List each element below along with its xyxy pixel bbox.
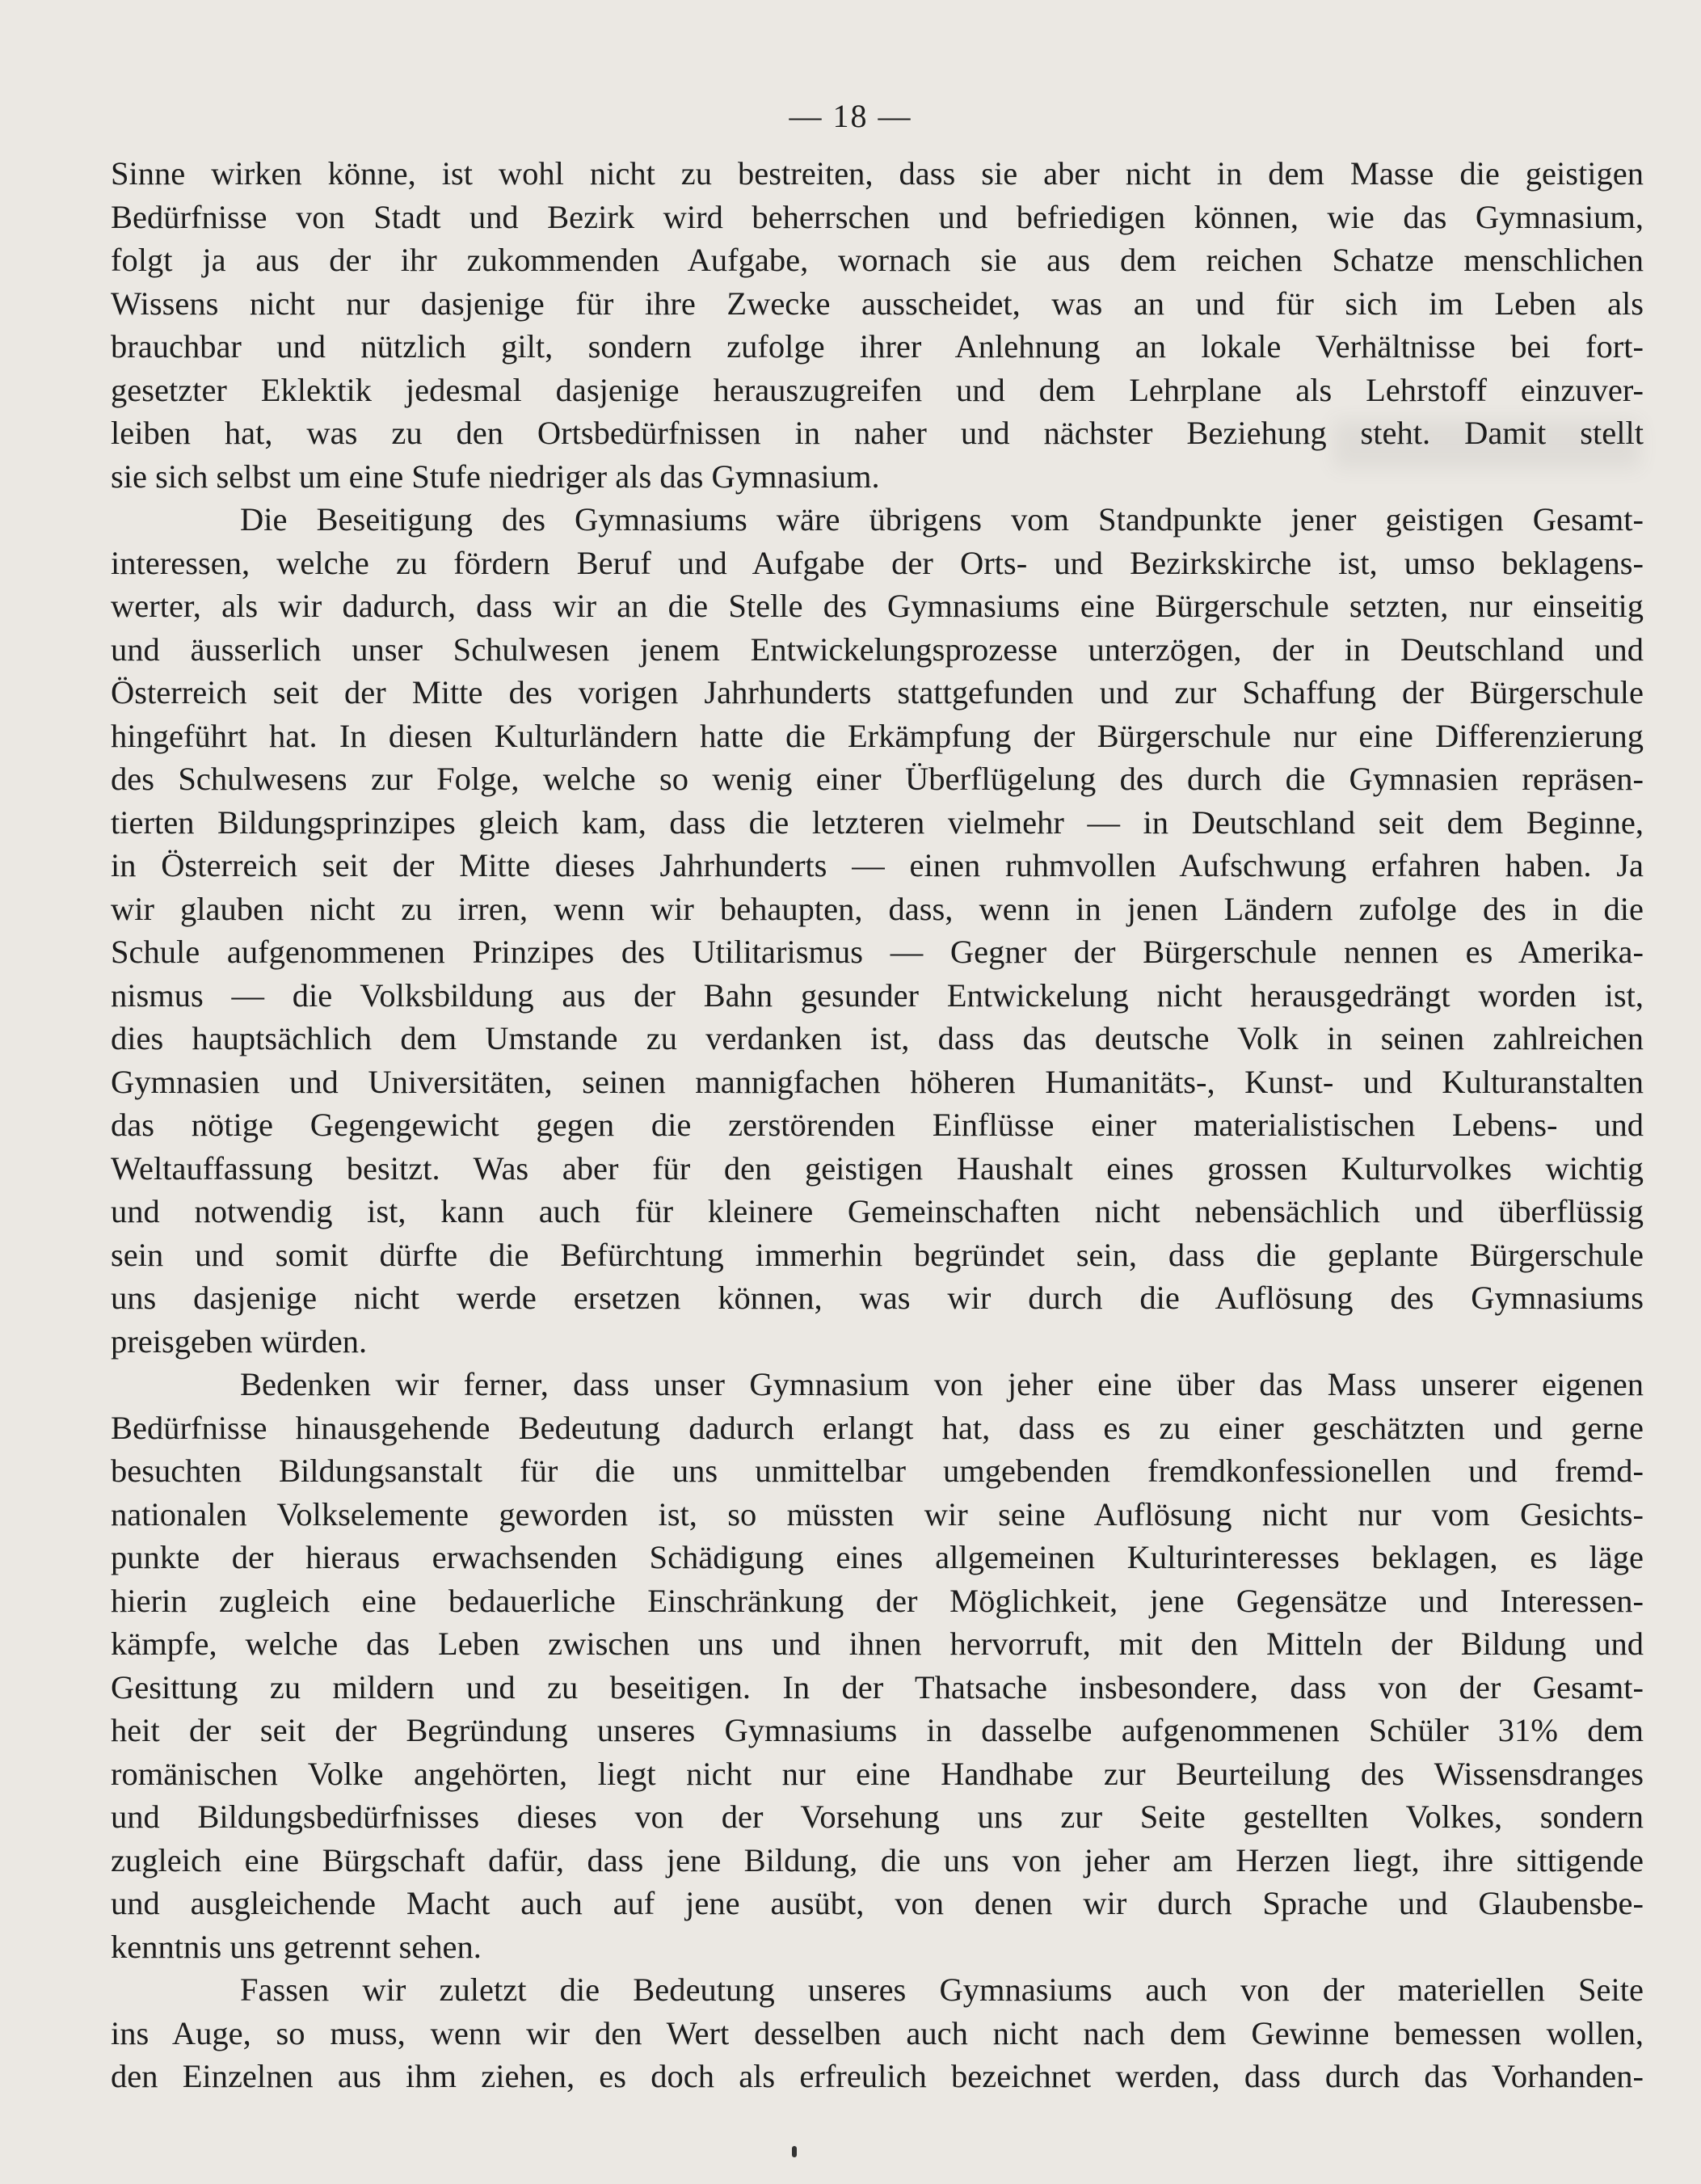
text-line: uns dasjenige nicht werde ersetzen können, was wir durch die Auflösung des Gymnasiums bbox=[111, 1280, 1644, 1316]
text-line: gesetzter Eklektik jedesmal dasjenige herauszugreifen und dem Lehrplane als Lehrstoff einzuver- bbox=[111, 371, 1644, 408]
text-line: den Einzelnen aus ihm ziehen, es doch als erfreulich bezeichnet werden, dass durch das Vorhanden- bbox=[111, 2058, 1644, 2094]
paragraph bbox=[111, 1968, 1644, 2098]
paragraph bbox=[111, 498, 1644, 1363]
text-line: kenntnis uns getrennt sehen. bbox=[111, 1928, 482, 1965]
text-line: brauchbar und nützlich gilt, sondern zufolge ihrer Anlehnung an lokale Verhältnisse bei fort- bbox=[111, 328, 1644, 365]
body-text bbox=[111, 152, 1644, 2098]
text-line: dies hauptsächlich dem Umstande zu verdanken ist, dass das deutsche Volk in seinen zahlreichen bbox=[111, 1020, 1644, 1056]
text-line: Die Beseitigung des Gymnasiums wäre übrigens vom Standpunkte jener geistigen Gesamt- bbox=[240, 501, 1644, 538]
text-line: Fassen wir zuletzt die Bedeutung unseres Gymnasiums auch von der materiellen Seite bbox=[240, 1971, 1644, 2008]
text-line: in Österreich seit der Mitte dieses Jahrhunderts — einen ruhmvollen Aufschwung erfahren haben. Ja bbox=[111, 847, 1644, 883]
text-line: und notwendig ist, kann auch für kleinere Gemeinschaften nicht nebensächlich und überflüssig bbox=[111, 1193, 1644, 1229]
text-line: sein und somit dürfte die Befürchtung immerhin begründet sein, dass die geplante Bürgerschule bbox=[111, 1236, 1644, 1273]
text-line: wir glauben nicht zu irren, wenn wir behaupten, dass, wenn in jenen Ländern zufolge des in die bbox=[111, 890, 1644, 927]
text-line: besuchten Bildungsanstalt für die uns unmittelbar umgebenden fremdkonfessionellen und fremd- bbox=[111, 1452, 1644, 1489]
text-line: des Schulwesens zur Folge, welche so wenig einer Überflügelung des durch die Gymnasien repräsen- bbox=[111, 761, 1644, 797]
text-line: romänischen Volke angehörten, liegt nicht nur eine Handhabe zur Beurteilung des Wissensdranges bbox=[111, 1755, 1644, 1792]
text-line: tierten Bildungsprinzipes gleich kam, dass die letzteren vielmehr — in Deutschland seit dem Beginne, bbox=[111, 803, 1644, 841]
text-line: hingeführt hat. In diesen Kulturländern hatte die Erkämpfung der Bürgerschule nur eine Differenzierung bbox=[111, 717, 1644, 754]
text-line: preisgeben würden. bbox=[111, 1322, 368, 1360]
text-line: zugleich eine Bürgschaft dafür, dass jene Bildung, die uns von jeher am Herzen liegt, ihre sittigende bbox=[111, 1841, 1644, 1878]
text-line: punkte der hieraus erwachsenden Schädigung eines allgemeinen Kulturinteresses beklagen, es läge bbox=[111, 1539, 1644, 1575]
text-line: das nötige Gegengewicht gegen die zerstörenden Einflüsse einer materialistischen Lebens- und bbox=[111, 1107, 1644, 1143]
text-line: ins Auge, so muss, wenn wir den Wert desselben auch nicht nach dem Gewinne bemessen wollen, bbox=[111, 2014, 1644, 2051]
text-line: folgt ja aus der ihr zukommenden Aufgabe, wornach sie aus dem reichen Schatze menschlichen bbox=[111, 242, 1644, 278]
ink-speck bbox=[792, 2146, 797, 2157]
text-line: Gymnasien und Universitäten, seinen mannigfachen höheren Humanitäts-, Kunst- und Kulturanstalten bbox=[111, 1063, 1644, 1100]
text-line: Gesittung zu mildern und zu beseitigen. In der Thatsache insbesondere, dass von der Gesamt- bbox=[111, 1668, 1644, 1705]
text-line: und ausgleichende Macht auch auf jene ausübt, von denen wir durch Sprache und Glaubensbe- bbox=[111, 1885, 1644, 1921]
paragraph bbox=[111, 152, 1644, 498]
text-line: Bedürfnisse von Stadt und Bezirk wird beherrschen und befriedigen können, wie das Gymnasium, bbox=[111, 198, 1644, 235]
paragraph bbox=[111, 1363, 1644, 1968]
text-line: Bedenken wir ferner, dass unser Gymnasium von jeher eine über das Mass unserer eigenen bbox=[240, 1366, 1644, 1402]
text-line: heit der seit der Begründung unseres Gymnasiums in dasselbe aufgenommenen Schüler 31% dem bbox=[111, 1712, 1644, 1748]
text-line: und äusserlich unser Schulwesen jenem Entwickelungsprozesse unterzögen, der in Deutschland und bbox=[111, 630, 1644, 668]
text-line: kämpfe, welche das Leben zwischen uns und ihnen hervorruft, mit den Mitteln der Bildung und bbox=[111, 1625, 1644, 1662]
text-line: nismus — die Volksbildung aus der Bahn gesunder Entwickelung nicht herausgedrängt worden ist, bbox=[111, 976, 1644, 1014]
text-line: nationalen Volkselemente geworden ist, so müssten wir seine Auflösung nicht nur vom Gesichts- bbox=[111, 1495, 1644, 1533]
text-line: Österreich seit der Mitte des vorigen Jahrhunderts stattgefunden und zur Schaffung der Bürgerschule bbox=[111, 674, 1644, 710]
text-line: Sinne wirken könne, ist wohl nicht zu bestreiten, dass sie aber nicht in dem Masse die geistigen bbox=[111, 155, 1644, 192]
text-line: sie sich selbst um eine Stufe niedriger als das Gymnasium. bbox=[111, 457, 880, 495]
page-number: — 18 — bbox=[789, 98, 912, 134]
text-line: Schule aufgenommenen Prinzipes des Utilitarismus — Gegner der Bürgerschule nennen es Amerika- bbox=[111, 934, 1644, 970]
text-line: werter, als wir dadurch, dass wir an die Stelle des Gymnasiums eine Bürgerschule setzten, nur einseitig bbox=[111, 588, 1644, 624]
text-line: Bedürfnisse hinausgehende Bedeutung dadurch erlangt hat, dass es zu einer geschätzten und gerne bbox=[111, 1409, 1644, 1446]
text-line: Wissens nicht nur dasjenige für ihre Zwecke ausscheidet, was an und für sich im Leben als bbox=[111, 285, 1644, 322]
text-line: leiben hat, was zu den Ortsbedürfnissen in naher und nächster Beziehung steht. Damit stellt bbox=[111, 415, 1644, 451]
text-line: Weltauffassung besitzt. Was aber für den geistigen Haushalt eines grossen Kulturvolkes wichtig bbox=[111, 1149, 1644, 1187]
text-line: interessen, welche zu fördern Beruf und Aufgabe der Orts- und Bezirkskirche ist, umso beklagens- bbox=[111, 544, 1644, 581]
text-line: hierin zugleich eine bedauerliche Einschränkung der Möglichkeit, jene Gegensätze und Interessen- bbox=[111, 1582, 1644, 1619]
text-line: und Bildungsbedürfnisses dieses von der Vorsehung uns zur Seite gestellten Volkes, sondern bbox=[111, 1798, 1644, 1835]
